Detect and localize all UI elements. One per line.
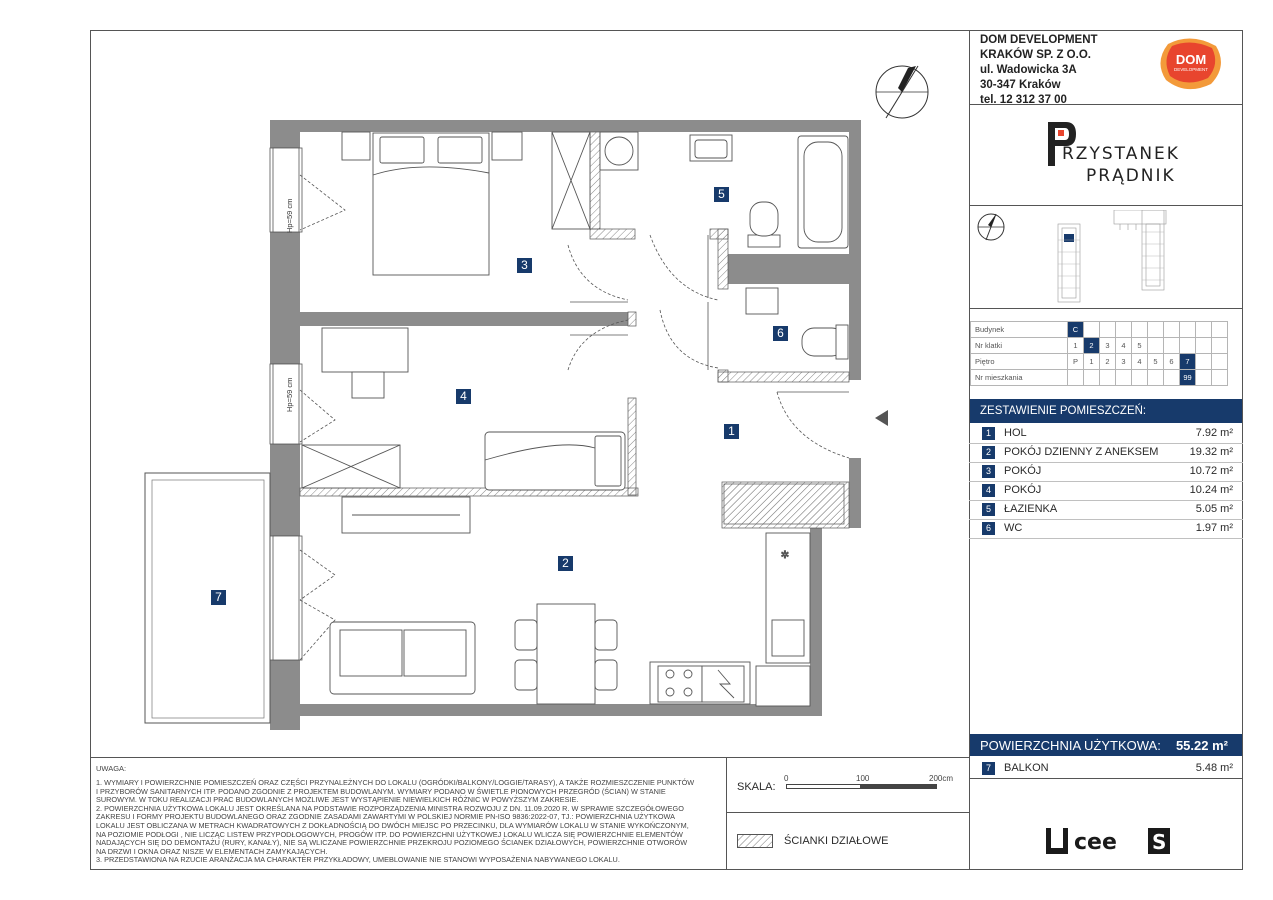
room-row-6 — [969, 519, 1243, 539]
floor-plan — [90, 30, 970, 757]
balcony-divider — [969, 778, 1243, 779]
room-area: 5.05 m² — [1195, 503, 1233, 515]
plan-label-room-2: 2 — [558, 556, 573, 571]
total-area-label: POWIERZCHNIA UŻYTKOWA: — [980, 738, 1161, 753]
svg-text:S: S — [1152, 830, 1167, 854]
header-divider — [969, 104, 1243, 105]
kitchen — [650, 533, 810, 706]
row-nr-mieszkania: Nr mieszkania 99 — [971, 370, 1228, 386]
room-row-5 — [969, 500, 1243, 520]
room-row-2 — [969, 443, 1243, 463]
partition-hatch-swatch — [737, 834, 773, 848]
room-name: POKÓJ DZIENNY Z ANEKSEM — [1004, 446, 1159, 458]
room-area: 7.92 m² — [1195, 427, 1233, 439]
notes-text: 1. WYMIARY I POWIERZCHNIE POMIESZCZEŃ ORAZ CZĘŚCI PRZYNALEŻNYCH DO LOKALU (OGRÓDKI/BALKONY/LOGGIE/TARASY), A TAKŻE ROZMIESZCZENIE PUNKTÓW I PRZYBORÓW SANITARNYCH ITP. PODANO ZGODNIE Z PROJEKTEM BUDOWLANYM. WYMIARY PODANO W ŚWIETLE PIONOWYCH PRZEGRÓD (ŚCIAN) W STANIE SUROWYM. W TOKU REALIZACJI PRAC BUDOWLANYCH MOŻLIWE JEST WYSTĄPIENIE NIEWIELKICH RÓŻNIC W POWYŻSZYM ZAKRESIE. 2. POWIERZCHNIA UŻYTKOWA LOKALU JEST OKREŚLANA NA PODSTAWIE ROZPORZĄDZENIA MINISTRA ROZWOJU Z DN. 11.09.2020 R. W SPRAWIE SZCZEGÓŁOWEGO ZAKRESU I FORMY PROJEKTU BUDOWLANEGO ORAZ ZGODNIE ZASADAMI ZAWARTYMI W POLSKIEJ NORMIE PN-ISO 9836:2022-07, TJ.: POWIERZCHNIA UŻYTKOWA LOKALU JEST OBLICZANA W METRACH KWADRATOWYCH Z DOKŁADNOŚCIĄ DO DWÓCH MIEJSC PO PRZECINKU, DLA WYMIARÓW LOKALU W STANIE WYKOŃCZONYM, NA POZIOMIE PODŁOGI , NIE LICZĄC LISTEW PRZYPODŁOGOWYCH, PROGÓW ITP. DO POWIERZCHNI UŻYTKOWEJ LOKALU WLICZA SIĘ POWIERZCHNIE ELEMENTÓW NADAJĄCYCH SIĘ DO DEMONTAŻU (RURY, KANAŁY), NIE SĄ WLICZANE POWIERZCHNIE PRZEKROJU POZIOMEGO ŚCIANEK DZIAŁOWYCH, POWIERZCHNIE OTWORÓW NA DRZWI I OKNA ORAZ NISZE W ELEMENTACH ZAMYKAJĄCYCH. 3. PRZEDSTAWIONA NA RZUCIE ARANŻACJA MA CHARAKTER PRZYKŁADOWY, UMEBLOWANIE NIE STANOWI WYPOSAŻENIA NABYWANEGO LOKALU. — [96, 778, 695, 865]
room-area: 10.24 m² — [1189, 484, 1233, 496]
company-phone: tel. 12 312 37 00 — [980, 94, 1067, 106]
plan-label-room-6: 6 — [773, 326, 788, 341]
room-area: 19.32 m² — [1189, 446, 1233, 458]
room-row-4 — [969, 481, 1243, 501]
rooms-list — [969, 424, 1243, 539]
balcony-row — [969, 759, 1243, 778]
living-room-furniture — [330, 497, 617, 704]
site-compass-icon — [976, 212, 1006, 242]
company-address — [980, 33, 1098, 108]
dom-logo-sub: DEVELOPMENT — [1173, 67, 1208, 72]
partition-legend-label: ŚCIANKI DZIAŁOWE — [784, 835, 889, 847]
room-row-3 — [969, 462, 1243, 482]
scale-tick-100: 100 — [856, 774, 870, 783]
svg-text:cee: cee — [1074, 830, 1117, 855]
bedroom-3-furniture — [342, 132, 590, 275]
balcony — [145, 473, 270, 723]
rooms-header-text: ZESTAWIENIE POMIESZCZEŃ: — [980, 405, 1147, 417]
hall-wardrobe — [724, 484, 844, 524]
window-sill-height-2: Hp=59 cm — [285, 377, 294, 412]
project-name-line2: PRĄDNIK — [1086, 166, 1176, 186]
room-area: 1.97 m² — [1195, 522, 1233, 534]
balcony-name: BALKON — [1004, 762, 1049, 774]
room-name: HOL — [1004, 427, 1027, 439]
row-nr-klatki: Nr klatki 1 2 3 4 5 — [971, 338, 1228, 354]
company-city: 30-347 Kraków — [980, 79, 1061, 91]
plan-label-room-7: 7 — [211, 590, 226, 605]
scale-tick-0: 0 — [784, 774, 789, 783]
project-name-line1: RZYSTANEK — [1062, 144, 1180, 164]
logo-divider — [969, 205, 1243, 206]
balcony-area: 5.48 m² — [1195, 762, 1233, 774]
scale-label: SKALA: — [737, 781, 776, 793]
wc-6-fixtures — [746, 288, 848, 359]
row-pietro: Piętro P 1 2 3 4 5 6 7 — [971, 354, 1228, 370]
przystanek-pradnik-logo — [1046, 118, 1180, 190]
row-budynek: Budynek C — [971, 322, 1228, 338]
dom-logo-text: DOM — [1175, 52, 1207, 67]
room-number: 5 — [982, 503, 995, 516]
window-sill-height-1: Hp=59 cm — [285, 198, 294, 233]
scale-tick-200: 200cm — [929, 774, 954, 783]
plan-label-room-4: 4 — [456, 389, 471, 404]
room-area: 10.72 m² — [1189, 465, 1233, 477]
room-number: 3 — [982, 465, 995, 478]
svg-text:✲: ✲ — [780, 550, 790, 561]
entrance-arrow-icon — [875, 410, 888, 426]
plan-label-room-3: 3 — [517, 258, 532, 273]
minimap-divider — [969, 308, 1243, 309]
balcony-number: 7 — [982, 762, 995, 775]
room-number: 2 — [982, 446, 995, 459]
plan-label-room-5: 5 — [714, 187, 729, 202]
room-number: 4 — [982, 484, 995, 497]
north-compass-icon — [876, 66, 928, 118]
scale-bar — [786, 784, 937, 789]
total-area-bar — [970, 734, 1242, 756]
room-name: ŁAZIENKA — [1004, 503, 1058, 515]
company-street: ul. Wadowicka 3A — [980, 64, 1077, 76]
site-plan-minimap — [1050, 210, 1170, 305]
room-name: WC — [1004, 522, 1023, 534]
room-number: 6 — [982, 522, 995, 535]
room-number: 1 — [982, 427, 995, 440]
company-branch: KRAKÓW SP. Z O.O. — [980, 49, 1091, 61]
plan-label-room-1: 1 — [724, 424, 739, 439]
room-4-furniture — [302, 328, 625, 490]
room-name: POKÓJ — [1004, 465, 1042, 477]
room-row-1 — [969, 424, 1243, 444]
notes-title: UWAGA: — [96, 764, 127, 773]
dom-development-logo — [1156, 36, 1226, 92]
location-table — [970, 321, 1228, 386]
ucees-logo — [1046, 826, 1170, 856]
rooms-header — [970, 399, 1242, 423]
company-name: DOM DEVELOPMENT — [980, 34, 1098, 46]
total-area-value: 55.22 m² — [1175, 738, 1228, 753]
room-name: POKÓJ — [1004, 484, 1042, 496]
